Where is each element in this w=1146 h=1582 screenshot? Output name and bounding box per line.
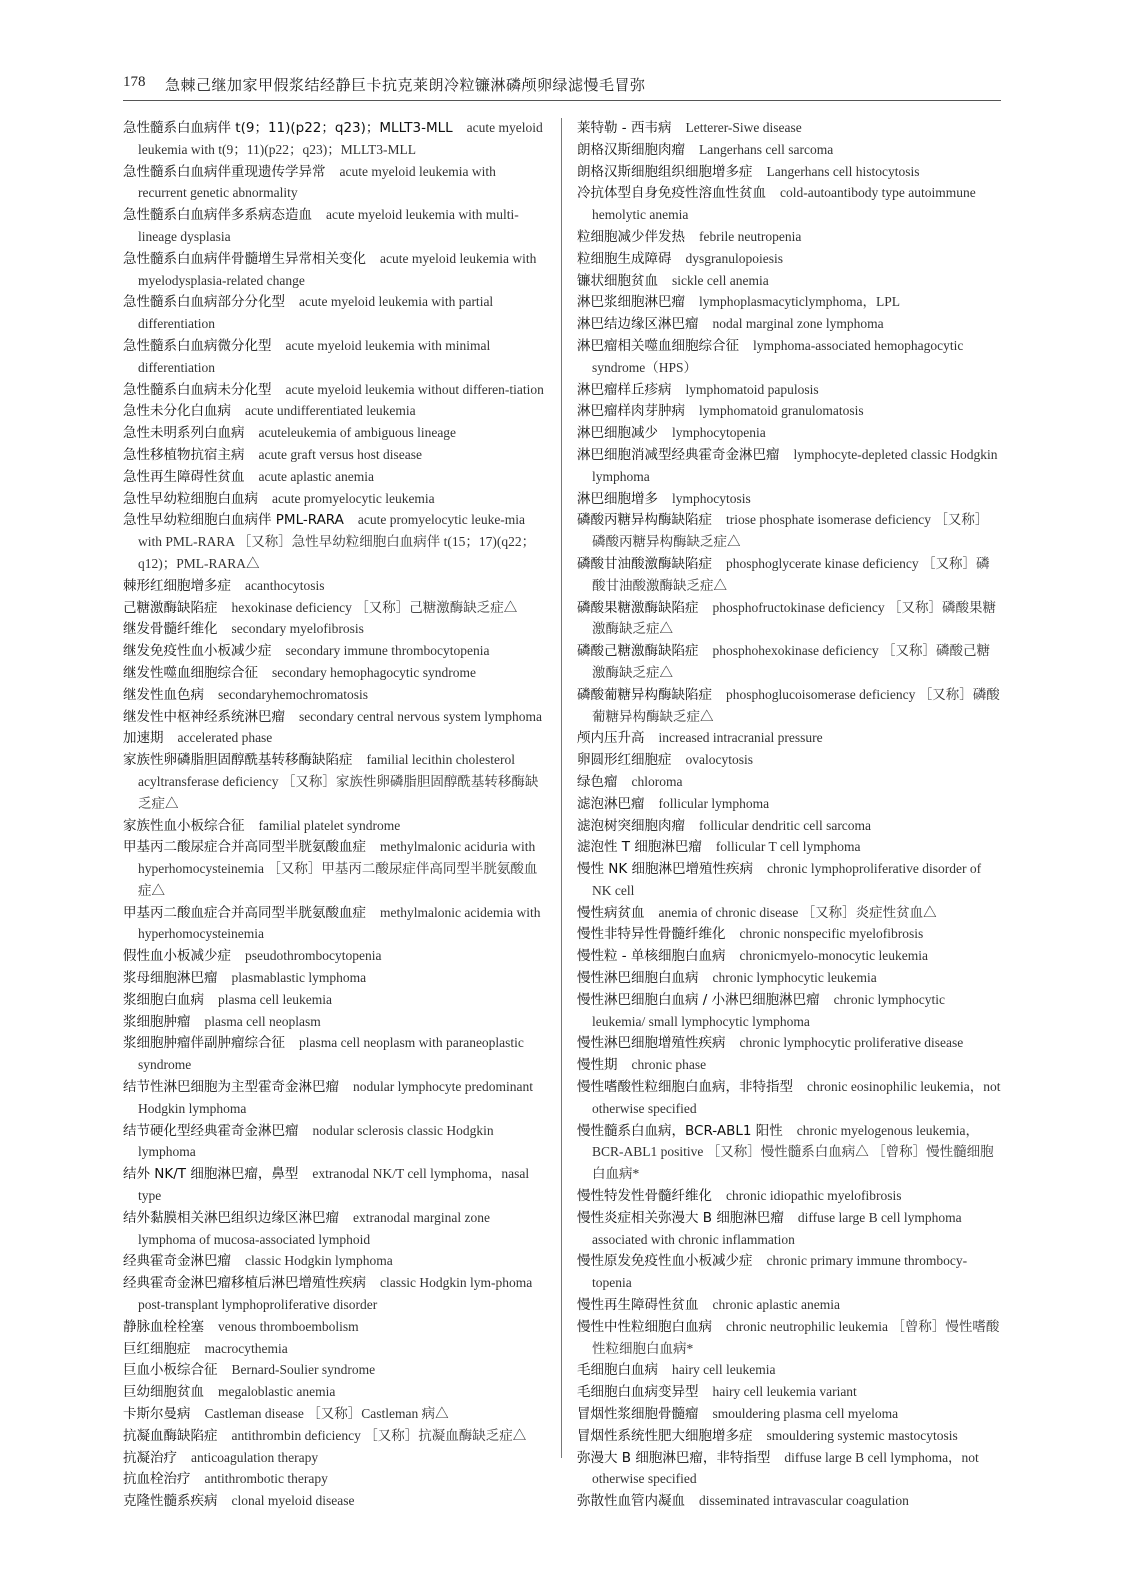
glossary-entry	[577, 1317, 1001, 1361]
term-chinese: 毛细胞白血病变异型	[577, 1384, 699, 1401]
term-chinese: 加速期	[123, 730, 164, 747]
term-english: extranodal marginal zone lymphoma of mucosa-associated lymphoid	[138, 1209, 490, 1247]
term-english: chronic eosinophilic leukemia，not otherwise specified	[592, 1079, 1001, 1116]
term-chinese: 克隆性髓系疾病	[123, 1493, 218, 1510]
term-chinese: 冒烟性浆细胞骨髓瘤	[577, 1406, 699, 1423]
column-divider	[561, 118, 562, 1458]
glossary-entry	[123, 1382, 547, 1404]
glossary-entry	[577, 837, 1001, 859]
term-english: methylmalonic aciduria with hyperhomocysteinemia ［又称］甲基丙二酸尿症伴高同型半胱氨酸血症△	[138, 839, 538, 898]
glossary-entry	[577, 728, 1001, 750]
glossary-entry	[577, 445, 1001, 489]
glossary-entry	[577, 183, 1001, 227]
term-chinese: 弥散性血管内凝血	[577, 1493, 685, 1510]
glossary-entry	[123, 728, 547, 750]
glossary-entry	[123, 816, 547, 838]
term-english: anemia of chronic disease ［又称］炎症性贫血△	[658, 904, 937, 920]
glossary-entry	[577, 1382, 1001, 1404]
term-chinese: 假性血小板减少症	[123, 948, 231, 965]
term-english: chronic lymphocytic proliferative disease	[739, 1035, 964, 1051]
term-english: ovalocytosis	[685, 752, 753, 768]
term-chinese: 急性髓系白血病伴多系病态造血	[123, 207, 312, 224]
glossary-entry	[577, 990, 1001, 1034]
glossary-entry	[123, 1491, 547, 1513]
term-chinese: 家族性血小板综合征	[123, 817, 245, 834]
term-chinese: 毛细胞白血病	[577, 1362, 658, 1379]
term-chinese: 结外 NK/T 细胞淋巴瘤，鼻型	[123, 1166, 299, 1183]
glossary-entry	[577, 314, 1001, 336]
term-chinese: 冒烟性系统性肥大细胞增多症	[577, 1427, 753, 1444]
glossary-entry	[577, 118, 1001, 140]
term-english: nodular sclerosis classic Hodgkin lymphoma	[138, 1122, 494, 1160]
term-english: lymphomatoid papulosis	[685, 381, 819, 397]
glossary-entry	[123, 750, 547, 815]
term-english: antithrombin deficiency ［又称］抗凝血酶缺乏症△	[231, 1427, 527, 1443]
term-english: febrile neutropenia	[699, 228, 802, 244]
term-english: smouldering systemic mastocytosis	[766, 1427, 958, 1443]
term-chinese: 淋巴细胞增多	[577, 490, 658, 507]
glossary-entry	[577, 227, 1001, 249]
term-chinese: 慢性淋巴细胞白血病	[577, 970, 699, 987]
term-english: acute myeloid leukemia without differen-tiation	[285, 381, 544, 397]
term-chinese: 浆母细胞淋巴瘤	[123, 970, 218, 987]
glossary-entry	[123, 467, 547, 489]
glossary-entry	[123, 1317, 547, 1339]
term-chinese: 继发性噬血细胞综合征	[123, 664, 258, 681]
term-chinese: 慢性嗜酸性粒细胞白血病，非特指型	[577, 1079, 793, 1096]
page-number: 178	[123, 74, 146, 90]
glossary-entry	[123, 1164, 547, 1208]
term-chinese: 经典霍奇金淋巴瘤移植后淋巴增殖性疾病	[123, 1275, 366, 1292]
glossary-entry	[577, 968, 1001, 990]
glossary-entry	[123, 1012, 547, 1034]
glossary-entry	[123, 576, 547, 598]
term-chinese: 慢性非特异性骨髓纤维化	[577, 926, 726, 943]
term-chinese: 慢性淋巴细胞白血病 / 小淋巴细胞淋巴瘤	[577, 991, 820, 1008]
term-chinese: 经典霍奇金淋巴瘤	[123, 1253, 231, 1270]
term-english: acute promyelocytic leukemia	[272, 490, 435, 506]
term-chinese: 慢性炎症相关弥漫大 B 细胞淋巴瘤	[577, 1209, 784, 1226]
glossary-entry	[577, 423, 1001, 445]
running-head: 急棘己继加家甲假浆结经静巨卡抗克莱朗冷粒镰淋磷颅卵绿滤慢毛冒弥	[165, 76, 646, 94]
term-chinese: 磷酸果糖激酶缺陷症	[577, 599, 699, 616]
glossary-entry	[123, 401, 547, 423]
glossary-entry	[577, 140, 1001, 162]
glossary-entry	[577, 1295, 1001, 1317]
glossary-entry	[577, 1360, 1001, 1382]
glossary-entry	[577, 489, 1001, 511]
term-english: anticoagulation therapy	[191, 1449, 319, 1465]
term-english: venous thromboembolism	[218, 1318, 359, 1334]
glossary-entry	[577, 271, 1001, 293]
term-english: acuteleukemia of ambiguous lineage	[258, 425, 457, 441]
term-chinese: 继发性血色病	[123, 686, 204, 703]
term-chinese: 急性髓系白血病伴骨髓增生异常相关变化	[123, 250, 366, 267]
term-chinese: 急性移植物抗宿主病	[123, 446, 245, 463]
term-english: smouldering plasma cell myeloma	[712, 1406, 899, 1422]
term-english: extranodal NK/T cell lymphoma，nasal type	[138, 1166, 530, 1204]
term-english: Bernard-Soulier syndrome	[231, 1362, 376, 1378]
glossary-entry	[577, 336, 1001, 380]
term-chinese: 急性髓系白血病伴重现遗传学异常	[123, 163, 326, 180]
glossary-entry	[577, 1121, 1001, 1186]
term-english: chloroma	[631, 773, 683, 789]
term-chinese: 磷酸甘油酸激酶缺陷症	[577, 555, 712, 572]
glossary-entry	[577, 946, 1001, 968]
term-chinese: 继发免疫性血小板减少症	[123, 643, 272, 660]
glossary-entry	[123, 1251, 547, 1273]
term-english: nodal marginal zone lymphoma	[712, 316, 884, 332]
term-english: hairy cell leukemia	[672, 1362, 776, 1378]
glossary-entry	[123, 1448, 547, 1470]
term-english: acute myeloid leukemia with minimal differentiation	[138, 337, 491, 375]
term-chinese: 抗凝治疗	[123, 1449, 177, 1466]
term-english: plasma cell leukemia	[218, 991, 332, 1007]
term-english: classic Hodgkin lymphoma	[245, 1253, 393, 1269]
term-chinese: 急性再生障碍性贫血	[123, 468, 245, 485]
term-english: antithrombotic therapy	[204, 1471, 328, 1487]
page-header	[123, 74, 1001, 101]
glossary-entry	[123, 249, 547, 293]
glossary-entry	[123, 336, 547, 380]
term-chinese: 卵圆形红细胞症	[577, 752, 672, 769]
glossary-entry	[123, 1426, 547, 1448]
glossary-entry	[577, 1491, 1001, 1513]
term-chinese: 粒细胞生成障碍	[577, 250, 672, 267]
glossary-entry	[577, 750, 1001, 772]
term-english: phosphoglycerate kinase deficiency ［又称］磷酸甘油酸激酶缺乏症△	[592, 555, 990, 593]
term-chinese: 莱特勒 - 西韦病	[577, 120, 672, 136]
glossary-entry	[123, 292, 547, 336]
term-english: lymphocyte-depleted classic Hodgkin lymphoma	[592, 446, 998, 484]
term-chinese: 浆细胞白血病	[123, 991, 204, 1008]
glossary-entry	[123, 1404, 547, 1426]
glossary-entry	[577, 1251, 1001, 1295]
glossary-entry	[577, 598, 1001, 642]
term-chinese: 镰状细胞贫血	[577, 272, 658, 289]
term-english: increased intracranial pressure	[658, 730, 823, 746]
glossary-entry	[123, 205, 547, 249]
term-chinese: 继发性中枢神经系统淋巴瘤	[123, 708, 285, 725]
term-english: disseminated intravascular coagulation	[699, 1493, 909, 1509]
term-english: diffuse large B cell lymphoma associated with chronic inflammation	[592, 1209, 962, 1247]
term-chinese: 浆细胞肿瘤	[123, 1013, 191, 1030]
term-chinese: 巨红细胞症	[123, 1340, 191, 1357]
term-chinese: 淋巴瘤样肉芽肿病	[577, 403, 685, 420]
glossary-entry	[577, 772, 1001, 794]
glossary-entry	[123, 1360, 547, 1382]
term-chinese: 磷酸己糖激酶缺陷症	[577, 643, 699, 660]
left-column	[123, 118, 547, 1513]
term-english: phosphoglucoisomerase deficiency ［又称］磷酸葡糖异构酶缺乏症△	[592, 686, 1000, 724]
term-english: secondaryhemochromatosis	[218, 686, 368, 702]
term-english: acute myeloid leukemia with multi-lineage dysplasia	[138, 207, 519, 244]
glossary-entry	[123, 1077, 547, 1121]
term-chinese: 慢性再生障碍性贫血	[577, 1297, 699, 1314]
term-english: megaloblastic anemia	[218, 1384, 336, 1400]
glossary-entry	[123, 162, 547, 206]
glossary-entry	[577, 1186, 1001, 1208]
term-english: triose phosphate isomerase deficiency ［又称］磷酸丙糖异构酶缺乏症△	[592, 512, 989, 550]
glossary-entry	[123, 1121, 547, 1165]
term-english: acute myeloid leukemia with t(9；11)(p22；q23)；MLLT3-MLL	[138, 120, 543, 157]
term-english: chronic primary immune thrombocy-topenia	[592, 1253, 968, 1291]
glossary-entry	[123, 1273, 547, 1317]
term-chinese: 冷抗体型自身免疫性溶血性贫血	[577, 185, 766, 202]
term-chinese: 淋巴浆细胞淋巴瘤	[577, 294, 685, 311]
glossary-entry	[123, 903, 547, 947]
term-english: Langerhans cell sarcoma	[699, 141, 834, 157]
term-chinese: 急性髓系白血病微分化型	[123, 337, 272, 354]
term-english: follicular dendritic cell sarcoma	[699, 817, 872, 833]
term-english: chronic nonspecific myelofibrosis	[739, 926, 924, 942]
glossary-entry	[123, 423, 547, 445]
glossary-entry	[577, 903, 1001, 925]
term-english: follicular lymphoma	[658, 795, 770, 811]
term-chinese: 慢性中性粒细胞白血病	[577, 1318, 712, 1335]
glossary-entry	[577, 641, 1001, 685]
term-chinese: 滤泡性 T 细胞淋巴瘤	[577, 839, 702, 856]
term-chinese: 急性未分化白血病	[123, 403, 231, 420]
glossary-entry	[577, 1055, 1001, 1077]
term-chinese: 慢性粒 - 单核细胞白血病	[577, 948, 726, 965]
term-english: hexokinase deficiency ［又称］己糖激酶缺乏症△	[231, 599, 518, 615]
term-english: lymphoplasmacyticlymphoma，LPL	[699, 294, 900, 310]
term-chinese: 朗格汉斯细胞肉瘤	[577, 141, 685, 158]
term-english: sickle cell anemia	[672, 272, 769, 288]
term-chinese: 结节性淋巴细胞为主型霍奇金淋巴瘤	[123, 1079, 339, 1096]
term-english: acute graft versus host disease	[258, 446, 422, 462]
term-chinese: 慢性期	[577, 1057, 618, 1074]
glossary-entry	[577, 1448, 1001, 1492]
glossary-entry	[577, 1426, 1001, 1448]
term-english: phosphofructokinase deficiency ［又称］磷酸果糖激酶缺乏症△	[592, 599, 996, 637]
glossary-entry	[123, 663, 547, 685]
glossary-entry	[123, 1339, 547, 1361]
term-english: secondary myelofibrosis	[231, 621, 364, 637]
term-chinese: 己糖激酶缺陷症	[123, 599, 218, 616]
glossary-entry	[577, 401, 1001, 423]
term-english: acute aplastic anemia	[258, 468, 374, 484]
term-english: acute myeloid leukemia with myelodysplasia-related change	[138, 250, 537, 288]
term-english: chronic aplastic anemia	[712, 1297, 840, 1313]
term-chinese: 磷酸葡糖异构酶缺陷症	[577, 686, 712, 703]
glossary-entry	[123, 489, 547, 511]
term-chinese: 绿色瘤	[577, 773, 618, 790]
term-english: diffuse large B cell lymphoma，not otherwise specified	[592, 1449, 979, 1487]
term-english: macrocythemia	[204, 1340, 288, 1356]
term-chinese: 急性髓系白血病部分分化型	[123, 294, 285, 311]
term-chinese: 浆细胞肿瘤伴副肿瘤综合征	[123, 1035, 285, 1052]
term-english: Letterer-Siwe disease	[685, 120, 802, 135]
glossary-entry	[123, 598, 547, 620]
term-english: acute myeloid leukemia with partial differentiation	[138, 294, 494, 332]
term-english: phosphohexokinase deficiency ［又称］磷酸己糖激酶缺乏症△	[592, 643, 990, 680]
term-chinese: 慢性原发免疫性血小板减少症	[577, 1253, 753, 1270]
term-english: accelerated phase	[177, 730, 273, 746]
term-english: dysgranulopoiesis	[685, 250, 783, 266]
term-english: acute myeloid leukemia with recurrent genetic abnormality	[138, 163, 496, 201]
term-english: chronic lymphocytic leukemia	[712, 970, 877, 986]
glossary-entry	[577, 1077, 1001, 1121]
term-chinese: 粒细胞减少伴发热	[577, 228, 685, 245]
term-chinese: 朗格汉斯细胞组织细胞增多症	[577, 163, 753, 180]
glossary-entry	[577, 249, 1001, 271]
glossary-entry	[577, 816, 1001, 838]
glossary-entry	[123, 990, 547, 1012]
glossary-entry	[577, 292, 1001, 314]
glossary-entry	[123, 1033, 547, 1077]
term-chinese: 淋巴结边缘区淋巴瘤	[577, 316, 699, 333]
term-chinese: 淋巴细胞消减型经典霍奇金淋巴瘤	[577, 446, 780, 463]
term-chinese: 巨血小板综合征	[123, 1362, 218, 1379]
term-chinese: 抗血栓治疗	[123, 1471, 191, 1488]
term-english: Castleman disease ［又称］Castleman 病△	[204, 1406, 449, 1422]
term-english: lymphoma-associated hemophagocytic syndrome（HPS）	[592, 337, 964, 375]
term-english: chronic neutrophilic leukemia ［曾称］慢性嗜酸性粒细胞白血病*	[592, 1318, 1000, 1356]
glossary-entry	[123, 619, 547, 641]
term-chinese: 慢性特发性骨髓纤维化	[577, 1188, 712, 1205]
glossary-entry	[577, 510, 1001, 554]
term-english: familial platelet syndrome	[258, 817, 401, 833]
term-english: secondary immune thrombocytopenia	[285, 643, 490, 659]
glossary-entry	[123, 445, 547, 467]
glossary-entry	[577, 685, 1001, 729]
term-english: hairy cell leukemia variant	[712, 1384, 857, 1400]
glossary-entry	[123, 837, 547, 902]
term-chinese: 静脉血栓栓塞	[123, 1318, 204, 1335]
glossary-entry	[123, 118, 547, 162]
term-chinese: 滤泡淋巴瘤	[577, 795, 645, 812]
term-english: acute promyelocytic leuke-mia with PML-RARA ［又称］急性早幼粒细胞白血病伴 t(15；17)(q22；q12)；PML-RARA△	[138, 512, 536, 571]
term-chinese: 慢性髓系白血病，BCR-ABL1 阳性	[577, 1122, 783, 1139]
term-english: chronic lymphocytic leukemia/ small lymphocytic lymphoma	[592, 991, 945, 1029]
term-english: plasma cell neoplasm	[204, 1013, 321, 1029]
term-english: cold-autoantibody type autoimmune hemolytic anemia	[592, 185, 976, 223]
term-chinese: 急性髓系白血病未分化型	[123, 381, 272, 398]
term-english: plasma cell neoplasm with paraneoplastic syndrome	[138, 1035, 524, 1073]
term-english: chronic idiopathic myelofibrosis	[726, 1188, 902, 1204]
term-english: chronic phase	[631, 1057, 707, 1073]
term-chinese: 急性早幼粒细胞白血病伴 PML-RARA	[123, 512, 344, 529]
glossary-entry	[577, 162, 1001, 184]
term-chinese: 颅内压升高	[577, 730, 645, 747]
term-english: secondary hemophagocytic syndrome	[272, 664, 476, 680]
term-chinese: 淋巴瘤样丘疹病	[577, 381, 672, 398]
term-chinese: 滤泡树突细胞肉瘤	[577, 817, 685, 834]
term-chinese: 淋巴瘤相关噬血细胞综合征	[577, 337, 739, 354]
glossary-entry	[123, 946, 547, 968]
term-english: pseudothrombocytopenia	[245, 948, 382, 964]
glossary-entry	[123, 380, 547, 402]
glossary-entry	[577, 924, 1001, 946]
term-chinese: 磷酸丙糖异构酶缺陷症	[577, 512, 712, 529]
term-english: chronic myelogenous leukemia，BCR-ABL1 positive ［又称］慢性髓系白血病△ ［曾称］慢性髓细胞白血病*	[592, 1122, 994, 1182]
term-english: chronicmyelo-monocytic leukemia	[739, 948, 929, 964]
term-chinese: 家族性卵磷脂胆固醇酰基转移酶缺陷症	[123, 752, 353, 769]
glossary-entry	[123, 1208, 547, 1252]
term-chinese: 慢性 NK 细胞淋巴增殖性疾病	[577, 861, 754, 878]
glossary-entry	[577, 1208, 1001, 1252]
term-chinese: 淋巴细胞减少	[577, 425, 658, 442]
term-english: nodular lymphocyte predominant Hodgkin lymphoma	[138, 1079, 533, 1116]
term-chinese: 巨幼细胞贫血	[123, 1384, 204, 1401]
term-chinese: 甲基丙二酸尿症合并高同型半胱氨酸血症	[123, 839, 366, 856]
term-chinese: 抗凝血酶缺陷症	[123, 1427, 218, 1444]
term-chinese: 结外黏膜相关淋巴组织边缘区淋巴瘤	[123, 1209, 339, 1226]
term-chinese: 慢性淋巴细胞增殖性疾病	[577, 1035, 726, 1052]
glossary-entry	[577, 1404, 1001, 1426]
right-column	[577, 118, 1001, 1513]
term-chinese: 结节硬化型经典霍奇金淋巴瘤	[123, 1122, 299, 1139]
glossary-entry	[577, 794, 1001, 816]
term-english: acute undifferentiated leukemia	[245, 403, 416, 419]
term-english: Langerhans cell histocytosis	[766, 163, 920, 179]
term-english: plasmablastic lymphoma	[231, 970, 367, 986]
term-english: lymphocytopenia	[672, 425, 766, 441]
term-english: follicular T cell lymphoma	[715, 839, 861, 855]
term-chinese: 弥漫大 B 细胞淋巴瘤，非特指型	[577, 1449, 771, 1466]
term-english: acanthocytosis	[245, 577, 325, 593]
term-chinese: 继发骨髓纤维化	[123, 621, 218, 638]
term-english: clonal myeloid disease	[231, 1493, 355, 1509]
glossary-entry	[123, 510, 547, 575]
glossary-entry	[577, 859, 1001, 903]
glossary-entry	[123, 1469, 547, 1491]
term-english: classic Hodgkin lym-phoma post-transplant lymphoproliferative disorder	[138, 1275, 533, 1313]
term-chinese: 慢性病贫血	[577, 904, 645, 921]
glossary-entry	[123, 641, 547, 663]
term-chinese: 卡斯尔曼病	[123, 1406, 191, 1423]
term-english: chronic lymphoproliferative disorder of NK cell	[592, 861, 982, 898]
glossary-entry	[577, 1033, 1001, 1055]
glossary-entry	[123, 707, 547, 729]
term-english: familial lecithin cholesterol acyltransferase deficiency ［又称］家族性卵磷脂胆固醇酰基转移酶缺乏症△	[138, 752, 539, 811]
term-chinese: 甲基丙二酸血症合并高同型半胱氨酸血症	[123, 904, 366, 921]
term-chinese: 棘形红细胞增多症	[123, 577, 231, 594]
glossary-entry	[123, 968, 547, 990]
glossary-entry	[123, 685, 547, 707]
term-chinese: 急性未明系列白血病	[123, 425, 245, 442]
term-english: lymphocytosis	[672, 490, 751, 506]
term-english: secondary central nervous system lymphoma	[299, 708, 542, 724]
term-english: lymphomatoid granulomatosis	[699, 403, 864, 419]
term-chinese: 急性髓系白血病伴 t(9；11)(p22；q23)；MLLT3-MLL	[123, 120, 453, 136]
term-chinese: 急性早幼粒细胞白血病	[123, 490, 258, 507]
glossary-entry	[577, 380, 1001, 402]
term-english: methylmalonic acidemia with hyperhomocysteinemia	[138, 904, 541, 942]
glossary-entry	[577, 554, 1001, 598]
